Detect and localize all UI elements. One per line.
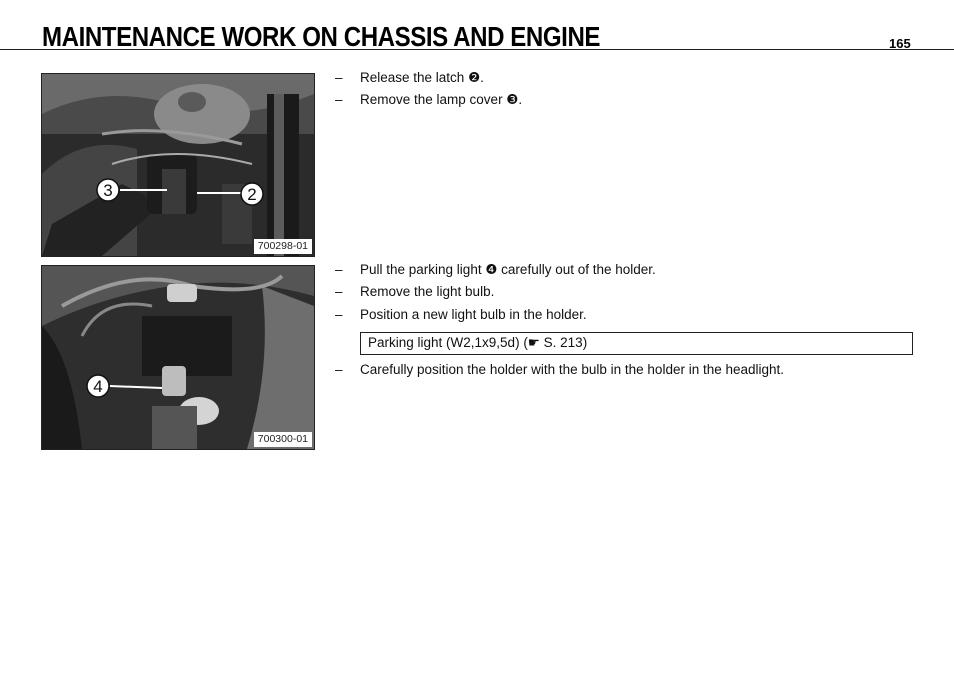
step-text: Pull the parking light ❹ carefully out of the holder. <box>360 262 656 277</box>
step-pull-parking-light <box>335 261 656 279</box>
page-title: MAINTENANCE WORK ON CHASSIS AND ENGINE <box>42 21 601 52</box>
bulb-spec-box: Parking light (W2,1x9,5d) (☛ S. 213) <box>360 332 913 355</box>
step-dash: – <box>335 92 343 107</box>
callout-2-label: 2 <box>247 185 257 204</box>
callout-4-label: 4 <box>93 377 103 396</box>
step-dash: – <box>335 262 343 277</box>
photo-parking-light <box>42 266 314 449</box>
header-rule <box>0 49 954 50</box>
step-dash: – <box>335 307 343 322</box>
photo-headlight-latch <box>42 74 314 256</box>
step-dash: – <box>335 70 343 85</box>
step-text: Remove the lamp cover ❸. <box>360 92 523 107</box>
step-dash: – <box>335 284 343 299</box>
step-release-latch <box>335 69 484 87</box>
step-dash: – <box>335 362 343 377</box>
step-text: Carefully position the holder with the bulb in the holder in the headlight. <box>360 362 785 377</box>
figure-headlight-latch <box>41 73 315 257</box>
step-position-new-bulb <box>335 306 587 324</box>
step-remove-bulb <box>335 283 494 301</box>
step-text: Release the latch ❷. <box>360 70 484 85</box>
page-number: 165 <box>889 36 911 51</box>
step-remove-lamp-cover <box>335 91 522 109</box>
figure-code: 700300-01 <box>254 432 312 447</box>
figure-parking-light <box>41 265 315 450</box>
step-position-holder <box>335 361 784 379</box>
figure-code: 700298-01 <box>254 239 312 254</box>
callout-3-label: 3 <box>103 181 113 200</box>
step-text: Remove the light bulb. <box>360 284 495 299</box>
step-text: Position a new light bulb in the holder. <box>360 307 587 322</box>
